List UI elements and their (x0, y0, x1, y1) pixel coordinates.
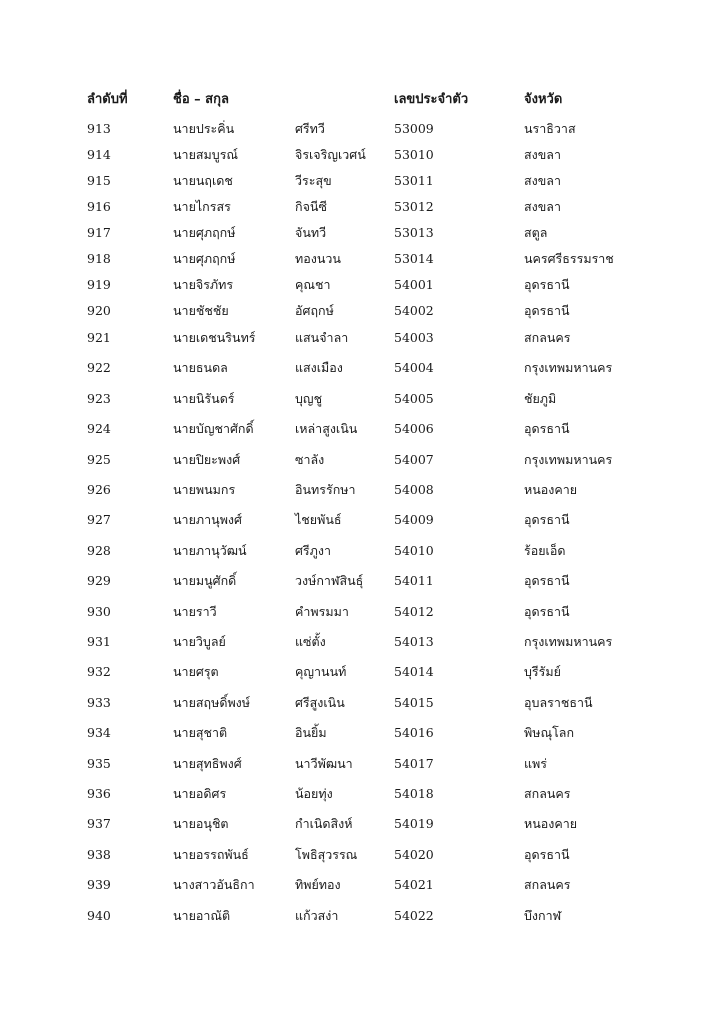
first-name: นายอาณัติ (173, 907, 231, 923)
province: อุดรธานี (524, 512, 570, 528)
table-row (0, 418, 724, 440)
row-number: 924 (87, 421, 111, 437)
province: อุดรธานี (524, 277, 570, 292)
province: สงขลา (524, 173, 561, 188)
first-name: นายศุภฤกษ์ (173, 225, 236, 240)
province: อุดรธานี (524, 603, 570, 619)
table-row (0, 222, 724, 244)
table-row (0, 661, 724, 683)
id-number: 54022 (394, 907, 434, 923)
table-row (0, 357, 724, 379)
last-name: กิจนีซี (295, 199, 327, 214)
table-row (0, 300, 724, 322)
last-name: แสนจำลา (295, 330, 349, 345)
row-number: 934 (87, 725, 111, 741)
last-name: อินทรรักษา (295, 482, 356, 497)
last-name: วีระสุข (295, 173, 332, 188)
first-name: นายวิบูลย์ (173, 634, 226, 649)
table-row (0, 327, 724, 349)
last-name: น้อยทุ่ง (295, 786, 333, 801)
last-name: โพธิสุวรรณ (295, 846, 358, 862)
row-number: 937 (87, 816, 111, 832)
header-province: จังหวัด (524, 92, 563, 107)
first-name: นายสุทธิพงศ์ (173, 755, 242, 771)
first-name: นายสฤษดิ์พงษ์ (173, 694, 251, 710)
row-number: 913 (87, 121, 111, 136)
province: กรุงเทพมหานคร (524, 451, 613, 467)
id-number: 54015 (394, 694, 434, 710)
id-number: 53012 (394, 199, 434, 214)
last-name: ศรีทวี (295, 121, 325, 136)
last-name: แซ่ตั้ง (295, 634, 326, 649)
id-number: 53009 (394, 121, 434, 136)
row-number: 930 (87, 603, 111, 619)
province: หนองคาย (524, 482, 578, 497)
id-number: 54019 (394, 816, 434, 832)
table-row (0, 601, 724, 623)
row-number: 929 (87, 573, 111, 589)
last-name: วงษ์กาฬสินธุ์ (295, 573, 364, 589)
id-number: 54001 (394, 277, 434, 292)
id-number: 54008 (394, 482, 434, 497)
table-row (0, 692, 724, 714)
last-name: แก้วสง่า (295, 907, 339, 923)
id-number: 53010 (394, 147, 434, 162)
row-number: 927 (87, 512, 111, 528)
table-row (0, 722, 724, 744)
id-number: 54003 (394, 330, 434, 345)
row-number: 922 (87, 360, 111, 376)
province: นราธิวาส (524, 121, 576, 136)
last-name: อัศฤกษ์ (295, 303, 334, 318)
id-number: 54014 (394, 664, 434, 680)
first-name: นายชัชชัย (173, 303, 229, 318)
province: อุบลราชธานี (524, 694, 593, 710)
id-number: 54005 (394, 390, 434, 406)
id-number: 54018 (394, 786, 434, 801)
province: บุรีรัมย์ (524, 664, 561, 680)
province: อุดรธานี (524, 421, 570, 437)
first-name: นายสุชาติ (173, 725, 228, 741)
table-row (0, 905, 724, 927)
province: อุดรธานี (524, 846, 570, 862)
last-name: อินยิ้ม (295, 725, 327, 741)
last-name: ทองนวน (295, 251, 341, 266)
last-name: กำเนิดสิงห์ (295, 816, 353, 832)
row-number: 916 (87, 199, 111, 214)
table-row (0, 844, 724, 866)
id-number: 53011 (394, 173, 434, 188)
row-number: 933 (87, 694, 111, 710)
id-number: 54002 (394, 303, 434, 318)
row-number: 938 (87, 846, 111, 862)
province: สงขลา (524, 147, 561, 162)
first-name: นายอดิศร (173, 786, 227, 801)
row-number: 923 (87, 390, 111, 406)
row-number: 936 (87, 786, 111, 801)
table-row (0, 388, 724, 410)
first-name: นายภานุพงศ์ (173, 512, 242, 528)
last-name: คุญานนท์ (295, 664, 347, 680)
id-number: 54007 (394, 451, 434, 467)
row-number: 915 (87, 173, 111, 188)
first-name: นายภานุวัฒน์ (173, 542, 247, 558)
province: แพร่ (524, 755, 548, 771)
id-number: 54021 (394, 877, 434, 893)
table-row (0, 631, 724, 653)
province: บึงกาฬ (524, 907, 562, 923)
province: อุดรธานี (524, 573, 570, 589)
table-row (0, 449, 724, 471)
table-row (0, 248, 724, 270)
last-name: นาวีพัฒนา (295, 755, 353, 771)
first-name: นายนฤเดช (173, 173, 233, 188)
last-name: ไชยพันธ์ (295, 512, 342, 528)
first-name: นางสาวอันธิกา (173, 877, 255, 893)
id-number: 54009 (394, 512, 434, 528)
last-name: ทิพย์ทอง (295, 877, 341, 893)
first-name: นายบัญชาศักดิ์ (173, 421, 254, 437)
first-name: นายราวี (173, 603, 217, 619)
id-number: 54011 (394, 573, 434, 589)
last-name: บุญชู (295, 390, 323, 406)
last-name: จันทวี (295, 225, 327, 240)
table-row (0, 118, 724, 140)
first-name: นายมนูศักดิ์ (173, 573, 237, 589)
last-name: แสงเมือง (295, 360, 343, 376)
row-number: 921 (87, 330, 111, 345)
row-number: 918 (87, 251, 111, 266)
first-name: นายศรุต (173, 664, 219, 680)
row-number: 926 (87, 482, 111, 497)
last-name: คุณชา (295, 277, 331, 292)
table-row (0, 144, 724, 166)
row-number: 919 (87, 277, 111, 292)
row-number: 928 (87, 542, 111, 558)
table-row (0, 170, 724, 192)
header-id: เลขประจำตัว (394, 92, 469, 107)
first-name: นายสมบูรณ์ (173, 147, 239, 162)
province: หนองคาย (524, 816, 578, 832)
first-name: นายนิรันดร์ (173, 390, 235, 406)
header-no: ลำดับที่ (87, 92, 128, 107)
row-number: 920 (87, 303, 111, 318)
row-number: 925 (87, 451, 111, 467)
first-name: นายอนุชิต (173, 816, 229, 832)
province: กรุงเทพมหานคร (524, 634, 613, 649)
first-name: นายประคิ่น (173, 121, 235, 136)
id-number: 54020 (394, 846, 434, 862)
province: ร้อยเอ็ด (524, 542, 566, 558)
row-number: 939 (87, 877, 111, 893)
table-row (0, 753, 724, 775)
table-row (0, 570, 724, 592)
province: กรุงเทพมหานคร (524, 360, 613, 376)
last-name: ศรีสูงเนิน (295, 694, 345, 710)
table-row (0, 274, 724, 296)
header-name: ชื่อ – สกุล (173, 92, 229, 107)
row-number: 931 (87, 634, 111, 649)
last-name: ศรีภูงา (295, 542, 332, 558)
first-name: นายอรรถพันธ์ (173, 846, 249, 862)
row-number: 932 (87, 664, 111, 680)
id-number: 54016 (394, 725, 434, 741)
id-number: 54012 (394, 603, 434, 619)
table-row (0, 874, 724, 896)
id-number: 54004 (394, 360, 434, 376)
id-number: 53014 (394, 251, 434, 266)
province: อุดรธานี (524, 303, 570, 318)
first-name: นายศุภฤกษ์ (173, 251, 236, 266)
id-number: 54013 (394, 634, 434, 649)
table-header (0, 89, 724, 111)
first-name: นายธนดล (173, 360, 228, 376)
province: สงขลา (524, 199, 561, 214)
table-row (0, 509, 724, 531)
id-number: 54010 (394, 542, 434, 558)
first-name: นายจิรภัทร (173, 277, 234, 292)
id-number: 53013 (394, 225, 434, 240)
province: นครศรีธรรมราช (524, 251, 614, 266)
id-number: 54017 (394, 755, 434, 771)
table-row (0, 813, 724, 835)
first-name: นายพนมกร (173, 482, 236, 497)
province: สตูล (524, 225, 548, 240)
table-row (0, 196, 724, 218)
province: สกลนคร (524, 786, 571, 801)
province: สกลนคร (524, 330, 571, 345)
table-row (0, 783, 724, 805)
table-row (0, 479, 724, 501)
last-name: จิรเจริญเวศน์ (295, 147, 366, 162)
row-number: 914 (87, 147, 111, 162)
id-number: 54006 (394, 421, 434, 437)
row-number: 917 (87, 225, 111, 240)
row-number: 935 (87, 755, 111, 771)
last-name: คำพรมมา (295, 603, 349, 619)
province: ชัยภูมิ (524, 390, 557, 406)
last-name: ซาลัง (295, 451, 325, 467)
last-name: เหล่าสูงเนิน (295, 421, 358, 437)
table-row (0, 540, 724, 562)
first-name: นายปิยะพงศ์ (173, 451, 241, 467)
province: สกลนคร (524, 877, 571, 893)
first-name: นายเดชนรินทร์ (173, 330, 256, 345)
province: พิษณุโลก (524, 725, 575, 741)
first-name: นายไกรสร (173, 199, 231, 214)
row-number: 940 (87, 907, 111, 923)
